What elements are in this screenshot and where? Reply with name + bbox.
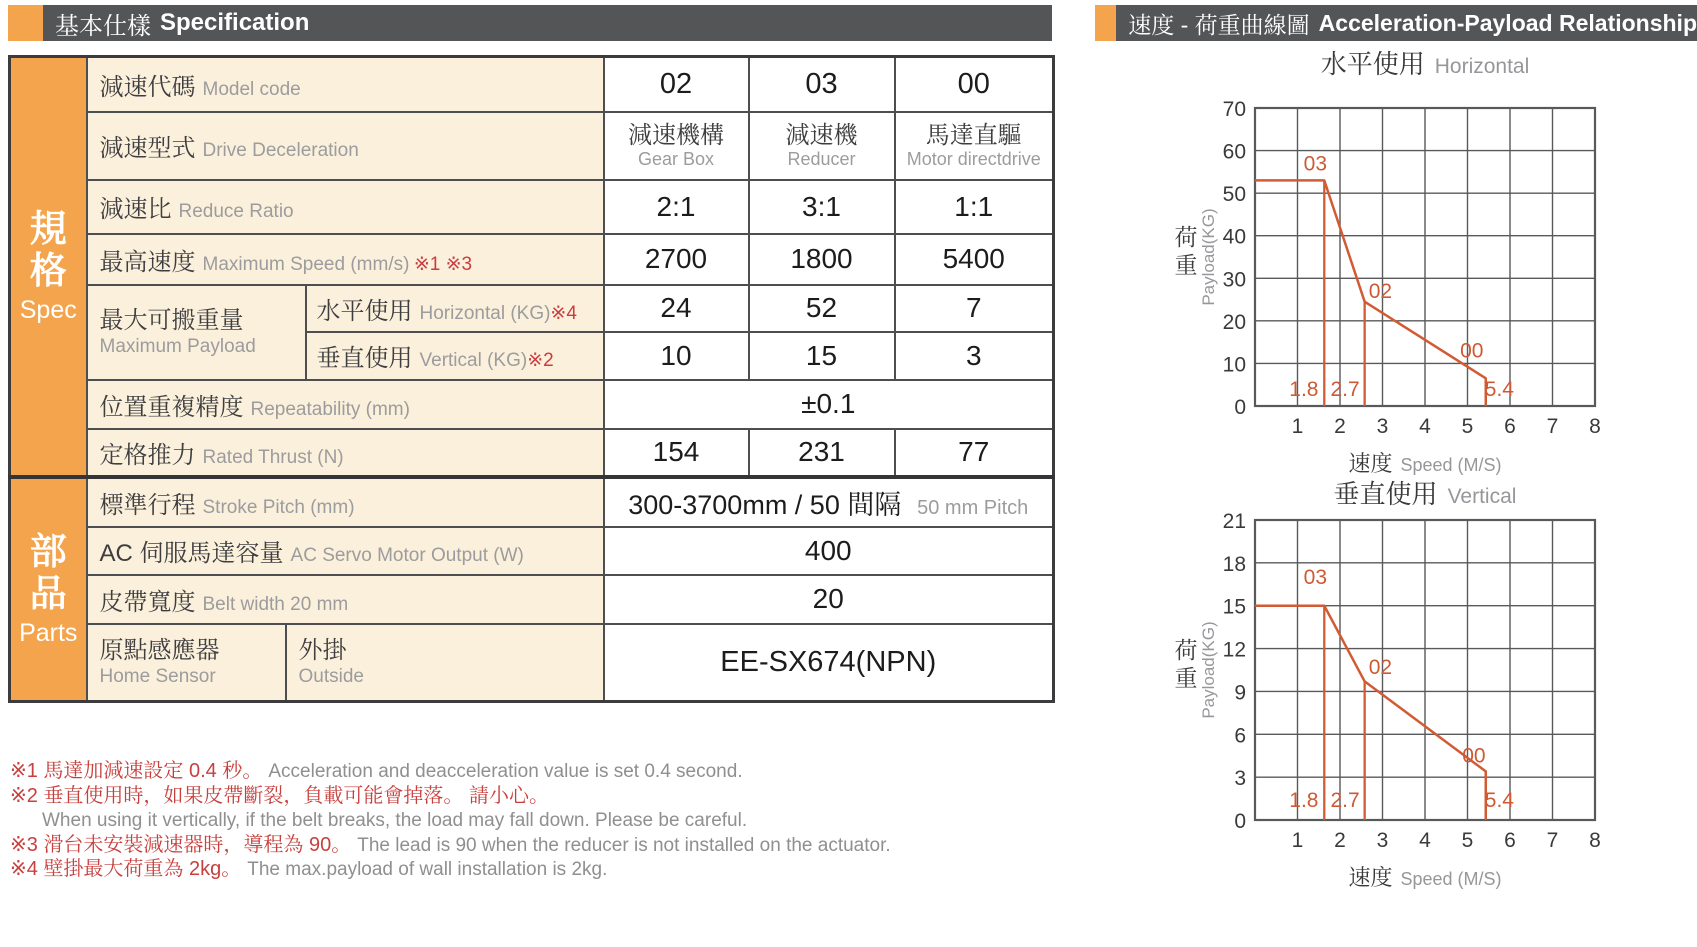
specification-table	[8, 55, 1055, 703]
svg-text:7: 7	[1546, 829, 1559, 852]
svg-text:50: 50	[1222, 183, 1246, 207]
parts-band-char1: 部	[29, 530, 67, 572]
ratio-03: 3:1	[749, 180, 895, 234]
svg-text:3: 3	[1376, 829, 1389, 852]
model-code-03: 03	[749, 57, 895, 112]
row-repeatability	[10, 380, 1054, 429]
max-payload-label: 最大可搬重量 Maximum Payload	[87, 285, 306, 380]
payload-v-00: 3	[895, 332, 1054, 380]
repeatability-label: 位置重複精度 Repeatability (mm)	[87, 380, 604, 429]
svg-text:10: 10	[1222, 353, 1246, 377]
spec-band-en: Spec	[19, 295, 77, 324]
section-label-spec	[10, 57, 87, 477]
thrust-00: 77	[895, 429, 1054, 477]
footnote-3: ※3 滑台未安裝減速器時，導程為 90。 The lead is 90 when the reducer is not installed on the actuator.	[10, 833, 891, 856]
rated-thrust-label: 定格推力 Rated Thrust (N)	[87, 429, 604, 477]
svg-text:6: 6	[1234, 724, 1246, 748]
spec-header-title-en: Specification	[160, 9, 310, 36]
svg-text:0: 0	[1234, 396, 1246, 419]
svg-text:12: 12	[1222, 638, 1246, 662]
payload-h-03: 52	[749, 285, 895, 332]
svg-text:40: 40	[1222, 225, 1246, 249]
footnote-2-english: When using it vertically, if the belt breaks, the load may fall down. Please be careful.	[42, 810, 748, 831]
spec-header-bar	[43, 5, 1052, 41]
svg-text:60: 60	[1222, 140, 1246, 164]
row-servo-output	[10, 527, 1054, 575]
drive-type-label: 減速型式 Drive Deceleration	[87, 112, 604, 180]
svg-text:70: 70	[1222, 98, 1246, 121]
svg-text:4: 4	[1419, 829, 1431, 852]
belt-width-value: 20	[604, 575, 1054, 624]
speed-02: 2700	[604, 234, 749, 285]
svg-text:00: 00	[1460, 339, 1484, 363]
row-belt-width	[10, 575, 1054, 624]
svg-text:30: 30	[1222, 268, 1246, 292]
vertical-payload-plot	[1100, 508, 1697, 854]
row-max-speed	[10, 234, 1054, 285]
row-model-code	[10, 57, 1054, 112]
spec-section-header	[8, 5, 1052, 41]
home-sensor-mount-label: 外掛 Outside	[286, 624, 604, 702]
svg-text:0: 0	[1234, 810, 1246, 833]
svg-text:2.7: 2.7	[1330, 377, 1360, 401]
svg-text:1.8: 1.8	[1289, 377, 1319, 401]
ratio-02: 2:1	[604, 180, 749, 234]
max-speed-footnote-marks: ※1 ※3	[413, 253, 473, 275]
drive-type-direct: 馬達直驅 Motor directdrive	[895, 112, 1054, 180]
svg-text:20: 20	[1222, 310, 1246, 334]
payload-vertical-label: 垂直使用 Vertical (KG)※2	[306, 332, 604, 380]
payload-h-00: 7	[895, 285, 1054, 332]
chart-header-bar	[1116, 5, 1697, 41]
footnote-1: ※1 馬達加減速設定 0.4 秒。 Acceleration and deacceleration value is set 0.4 second.	[10, 760, 743, 782]
speed-00: 5400	[895, 234, 1054, 285]
orange-accent-square	[1095, 5, 1116, 41]
chart-header-title-zh: 速度 - 荷重曲線圖	[1128, 11, 1310, 38]
speed-03: 1800	[749, 234, 895, 285]
home-sensor-label: 原點感應器 Home Sensor	[87, 624, 286, 702]
section-label-parts	[10, 477, 87, 702]
chart-horizontal-title: 水平使用 Horizontal	[1320, 49, 1530, 79]
payload-h-02: 24	[604, 285, 749, 332]
ratio-00: 1:1	[895, 180, 1054, 234]
chart-vertical-title: 垂直使用 Vertical	[1333, 479, 1517, 509]
svg-text:6: 6	[1504, 829, 1516, 852]
max-speed-label: 最高速度 Maximum Speed (mm/s) ※1 ※3	[87, 234, 604, 285]
repeatability-value: ±0.1	[604, 380, 1054, 429]
svg-text:荷重: 荷重	[1174, 224, 1198, 278]
stroke-label: 標準行程 Stroke Pitch (mm)	[87, 477, 604, 527]
servo-output-label: AC 伺服馬達容量 AC Servo Motor Output (W)	[87, 527, 604, 575]
row-drive-type	[10, 112, 1054, 180]
svg-text:5: 5	[1461, 829, 1474, 852]
chart-horizontal-xaxis-title: 速度 Speed (M/S)	[1348, 451, 1502, 476]
svg-text:9: 9	[1234, 681, 1246, 705]
row-payload-horizontal	[10, 285, 1054, 332]
chart-horizontal	[1100, 44, 1697, 478]
svg-text:3: 3	[1234, 767, 1246, 791]
svg-text:7: 7	[1546, 415, 1559, 438]
reduce-ratio-label: 減速比 Reduce Ratio	[87, 180, 604, 234]
spec-band-char1: 規	[29, 207, 67, 249]
footnote-2: ※2 垂直使用時，如果皮帶斷裂，負載可能會掉落。 請小心。	[10, 784, 549, 807]
home-sensor-value: EE-SX674(NPN)	[604, 624, 1054, 702]
svg-text:3: 3	[1376, 415, 1389, 438]
footnote-4: ※4 壁掛最大荷重為 2kg。 The max.payload of wall installation is 2kg.	[10, 858, 608, 880]
thrust-02: 154	[604, 429, 749, 477]
payload-v-03: 15	[749, 332, 895, 380]
chart-section-header	[1095, 5, 1697, 41]
row-rated-thrust	[10, 429, 1054, 477]
model-code-02: 02	[604, 57, 749, 112]
svg-text:Payload(KG): Payload(KG)	[1199, 208, 1218, 306]
svg-text:4: 4	[1419, 415, 1431, 438]
svg-text:03: 03	[1303, 566, 1328, 590]
svg-text:02: 02	[1368, 656, 1393, 680]
parts-band-char2: 品	[29, 572, 67, 614]
chart-header-title-en: Acceleration-Payload Relationship	[1318, 9, 1697, 36]
svg-text:荷重: 荷重	[1174, 637, 1198, 691]
svg-text:5.4: 5.4	[1484, 377, 1514, 401]
svg-text:21: 21	[1222, 510, 1246, 533]
spec-band-char2: 格	[29, 249, 67, 291]
svg-text:18: 18	[1222, 552, 1246, 576]
svg-text:8: 8	[1589, 829, 1601, 852]
svg-text:5.4: 5.4	[1484, 789, 1514, 812]
svg-text:2: 2	[1334, 829, 1346, 852]
stroke-value: 300-3700mm / 50 間隔 50 mm Pitch	[604, 477, 1054, 527]
payload-v-02: 10	[604, 332, 749, 380]
svg-text:8: 8	[1589, 415, 1601, 438]
svg-text:6: 6	[1504, 415, 1516, 438]
svg-text:1: 1	[1291, 829, 1304, 852]
spec-header-title-zh: 基本仕樣	[55, 12, 151, 40]
svg-text:02: 02	[1368, 280, 1393, 304]
belt-width-label: 皮帶寬度 Belt width 20 mm	[87, 575, 604, 624]
svg-text:2: 2	[1334, 415, 1346, 438]
drive-type-gearbox: 減速機構 Gear Box	[604, 112, 749, 180]
svg-text:15: 15	[1222, 595, 1246, 619]
svg-text:03: 03	[1303, 152, 1328, 176]
svg-text:Payload(KG): Payload(KG)	[1199, 621, 1218, 719]
horizontal-payload-plot	[1100, 78, 1697, 440]
orange-accent-square	[8, 5, 43, 41]
svg-text:5: 5	[1461, 415, 1474, 438]
svg-text:1: 1	[1291, 415, 1304, 438]
row-stroke	[10, 477, 1054, 527]
row-home-sensor	[10, 624, 1054, 702]
svg-text:00: 00	[1462, 744, 1486, 768]
chart-vertical-xaxis-title: 速度 Speed (M/S)	[1348, 865, 1502, 890]
payload-horizontal-label: 水平使用 Horizontal (KG)※4	[306, 285, 604, 332]
drive-type-reducer: 減速機 Reducer	[749, 112, 895, 180]
parts-band-en: Parts	[19, 618, 78, 647]
footnotes	[10, 760, 1030, 883]
svg-text:2.7: 2.7	[1330, 789, 1360, 812]
model-code-00: 00	[895, 57, 1054, 112]
model-code-label: 減速代碼 Model code	[87, 57, 604, 112]
svg-text:1.8: 1.8	[1289, 789, 1319, 812]
chart-vertical	[1100, 474, 1697, 892]
servo-output-value: 400	[604, 527, 1054, 575]
row-reduce-ratio	[10, 180, 1054, 234]
thrust-03: 231	[749, 429, 895, 477]
